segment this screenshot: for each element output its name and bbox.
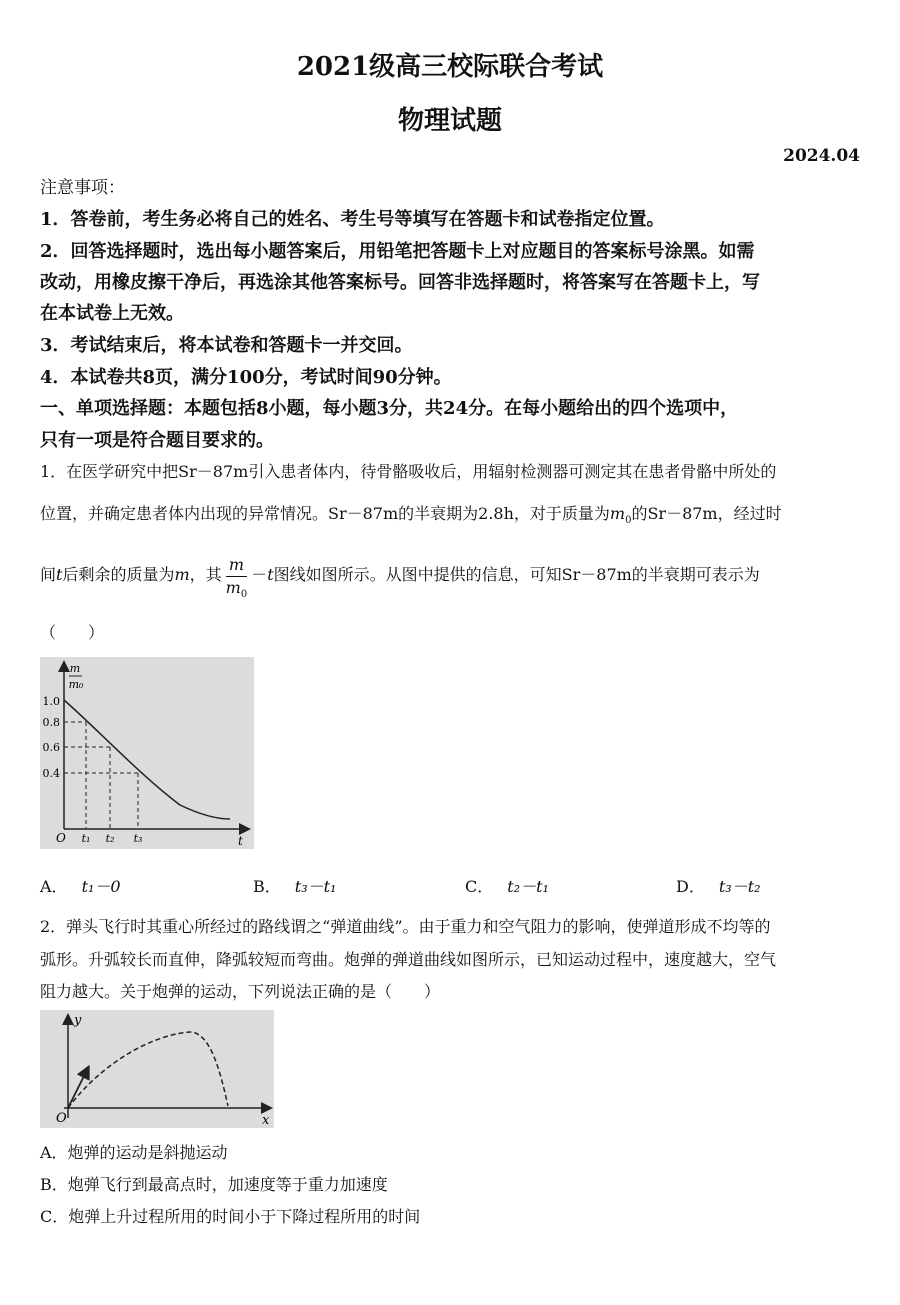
q1-text: 位置，并确定患者体内出现的异常情况。Sr－87m的半衰期为2.8h，对于质量为: [40, 504, 610, 523]
origin-label: O: [56, 831, 66, 845]
notice-item-1: 1．答卷前，考生务必将自己的姓名、考生号等填写在答题卡和试卷指定位置。: [40, 209, 665, 230]
option-letter: A．: [40, 877, 68, 896]
y-tick-1-0: 1.0: [42, 695, 60, 708]
option-text: t₃－t₁: [294, 877, 337, 896]
q1-option-c: [465, 874, 549, 897]
decay-curve: [64, 700, 230, 819]
option-letter: D．: [676, 877, 705, 896]
q2-line-3: 阻力越大。关于炮弹的运动，下列说法正确的是（ ）: [40, 982, 441, 1001]
x-tick-t3: t₃: [133, 832, 143, 845]
q1-var-m: m: [174, 565, 190, 584]
fraction-denominator: m: [225, 578, 241, 597]
y-tick-0-6: 0.6: [42, 741, 60, 754]
q1-text: ，其: [189, 565, 222, 584]
y-label-den: m₀: [68, 678, 84, 691]
fraction-denominator-sub: 0: [240, 589, 248, 601]
exam-date: 2024.04: [783, 146, 860, 166]
option-text: t₁－0: [81, 877, 121, 896]
notice-item-2-end: 在本试卷上无效。: [40, 303, 184, 324]
x-tick-t2: t₂: [105, 832, 115, 845]
q1-var-t: t: [56, 565, 63, 584]
q1-text: －: [251, 565, 268, 584]
section-heading: 一、单项选择题：本题包括8小题，每小题3分，共24分。在每小题给出的四个选项中，: [40, 398, 739, 419]
q1-sub: 0: [625, 515, 632, 527]
origin-label: O: [56, 1111, 67, 1126]
q1-decay-graph: [40, 657, 254, 849]
y-axis-label: y: [74, 1013, 82, 1028]
option-letter: C．: [465, 877, 494, 896]
q1-answer-paren: （ ）: [40, 623, 105, 642]
q1-text: 的Sr－87m，经过时: [631, 504, 782, 523]
q1-text: 间: [40, 565, 57, 584]
notice-item-2: 2．回答选择题时，选出每小题答案后，用铅笔把答题卡上对应题目的答案标号涂黑。如需: [40, 241, 755, 262]
q2-line-1: 2．弹头飞行时其重心所经过的路线谓之“弹道曲线”。由于重力和空气阻力的影响，使弹道形成不均等的: [40, 917, 771, 936]
notice-item-2-cont: 改动，用橡皮擦干净后，再选涂其他答案标号。回答非选择题时，将答案写在答题卡上，写: [40, 272, 760, 293]
section-heading-cont: 只有一项是符合题目要求的。: [40, 430, 274, 451]
q1-line-1: 1．在医学研究中把Sr－87m引入患者体内，待骨骼吸收后，用辐射检测器可测定其在患者骨骼中所处的: [40, 462, 777, 481]
option-text: t₃－t₂: [718, 877, 761, 896]
notice-item-3: 3．考试结束后，将本试卷和答题卡一并交回。: [40, 335, 413, 356]
q1-line-3: [40, 554, 860, 604]
trajectory-curve: [68, 1032, 228, 1108]
q1-fraction: [226, 554, 248, 606]
q1-var-m: m: [609, 504, 626, 523]
q1-option-d: [676, 874, 761, 897]
y-label-num: m: [69, 662, 81, 675]
notice-item-4: 4．本试卷共8页，满分100分，考试时间90分钟。: [40, 367, 452, 388]
x-axis-label: x: [262, 1113, 270, 1128]
q1-option-a: [40, 874, 121, 897]
x-tick-t1: t₁: [81, 832, 91, 845]
paper-title: 2021级高三校际联合考试: [296, 52, 604, 82]
q2-option-a: A．炮弹的运动是斜抛运动: [40, 1143, 228, 1162]
option-text: t₂－t₁: [507, 877, 549, 896]
y-tick-0-8: 0.8: [42, 716, 60, 729]
paper-subtitle: 物理试题: [397, 106, 502, 136]
q1-var-t: t: [267, 565, 274, 584]
q1-text: 后剩余的质量为: [62, 565, 175, 584]
q2-trajectory-graph: [40, 1010, 274, 1128]
fraction-numerator: m: [226, 554, 248, 577]
notice-heading: 注意事项：: [40, 178, 125, 198]
q1-line-2: [40, 503, 860, 532]
x-axis-label: t: [238, 834, 243, 848]
q1-option-b: [253, 874, 336, 897]
q2-option-c: C．炮弹上升过程所用的时间小于下降过程所用的时间: [40, 1207, 421, 1226]
q2-option-b: B．炮弹飞行到最高点时，加速度等于重力加速度: [40, 1175, 388, 1194]
option-letter: B．: [253, 877, 281, 896]
q1-text: 图线如图所示。从图中提供的信息，可知Sr－87m的半衰期可表示为: [273, 565, 760, 584]
y-tick-0-4: 0.4: [42, 767, 60, 780]
q2-line-2: 弧形。升弧较长而直伸，降弧较短而弯曲。炮弹的弹道曲线如图所示，已知运动过程中，速度越大，空气: [40, 950, 777, 969]
